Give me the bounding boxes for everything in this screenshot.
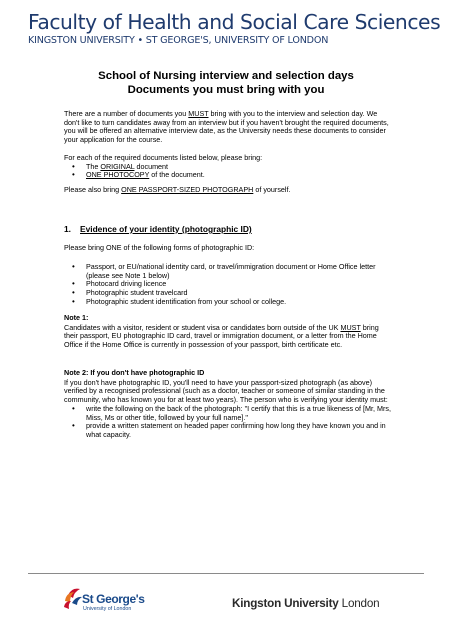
text: bring with you to the interview and selection day. We don't like to turn candidates away from an interview but if you haven't brought the required documents, you will be offered an alternative interview date, as the University needs these documents to consider your application for the course.	[64, 109, 389, 145]
text: The	[86, 161, 101, 171]
intro-section	[64, 110, 394, 145]
list-item: • Photocard driving licence	[64, 280, 394, 289]
note-2-text: If you don't have photographic ID, you'll need to have your passport-sized photograph (as above) verified by a recognised professional (such as a doctor, teacher or someone of similar standing in the community, who has known you for at least two years). The person who is verifying your identity must:	[64, 377, 388, 405]
text: Candidates with a visitor, resident or student visa or candidates born outside of the UK	[64, 322, 341, 332]
list-item: • Photographic student travelcard	[64, 289, 394, 298]
page-title	[0, 70, 452, 97]
list-item	[64, 171, 394, 180]
list-item: • provide a written statement on headed paper confirming how long they have known you and in what capacity.	[64, 422, 394, 439]
kingston-bold: Kingston University	[232, 597, 339, 610]
photo-id-list-section	[64, 263, 394, 307]
intro-list-section	[64, 154, 394, 180]
section-1-heading	[64, 225, 394, 234]
section-number: 1.	[64, 224, 71, 234]
note-2	[64, 369, 394, 440]
note-1-heading: Note 1:	[64, 313, 89, 322]
section-1-intro	[64, 244, 394, 253]
text: of the document.	[149, 170, 205, 180]
required-copies-list	[64, 163, 394, 180]
faculty-header	[28, 10, 441, 46]
list-item: • write the following on the back of the photograph: "I certify that this is a true likeness of [Mr, Mrs, Miss, Ms or other title, followed by your full name]."	[64, 405, 394, 422]
kingston-light: London	[338, 597, 380, 610]
note-1	[64, 314, 394, 350]
kingston-university-wordmark	[232, 597, 379, 610]
text: document	[134, 161, 169, 171]
universities-line: KINGSTON UNIVERSITY • ST GEORGE'S, UNIVERSITY OF LONDON	[28, 35, 329, 46]
emphasis-photo: ONE PASSPORT-SIZED PHOTOGRAPH	[121, 185, 254, 194]
emphasis-must: MUST	[340, 322, 361, 332]
list-item: • Photographic student identification from your school or college.	[64, 298, 394, 307]
emphasis-photocopy: ONE PHOTOCOPY	[86, 170, 150, 180]
text: of yourself.	[253, 185, 291, 194]
verification-list	[64, 405, 394, 440]
faculty-title: Faculty of Health and Social Care Sciences	[28, 10, 441, 34]
intro-paragraph-1	[64, 110, 394, 145]
text: Please also bring	[64, 185, 122, 194]
st-georges-wordmark: St George's	[82, 592, 145, 606]
emphasis-original: ORIGINAL	[100, 161, 135, 171]
st-georges-subtitle: University of London	[83, 606, 132, 612]
text: There are a number of documents you	[64, 109, 189, 118]
title-line-1: School of Nursing interview and selection days	[98, 70, 354, 82]
intro-paragraph-2: For each of the required documents listed below, please bring:	[64, 153, 263, 162]
list-item: • Passport, or EU/national identity card, or travel/immigration document or Home Office letter (please see Note 1 below)	[64, 263, 394, 280]
text: bring their passport, EU photographic ID card, travel or immigration document, or a letter from the Home Office if the Home Office is currently in possession of your passport, birth certificate etc.	[64, 322, 379, 350]
photo-paragraph	[64, 186, 394, 195]
emphasis-must: MUST	[188, 109, 209, 118]
footer-divider	[28, 573, 424, 574]
section-title: Evidence of your identity (photographic ID)	[80, 224, 252, 234]
section-1-intro-text: Please bring ONE of the following forms of photographic ID:	[64, 243, 255, 252]
note-2-heading: Note 2: If you don't have photographic ID	[64, 368, 205, 377]
photo-id-list	[64, 263, 394, 307]
title-line-2: Documents you must bring with you	[127, 83, 325, 96]
note-1-text	[64, 324, 394, 350]
photo-text	[64, 186, 394, 195]
